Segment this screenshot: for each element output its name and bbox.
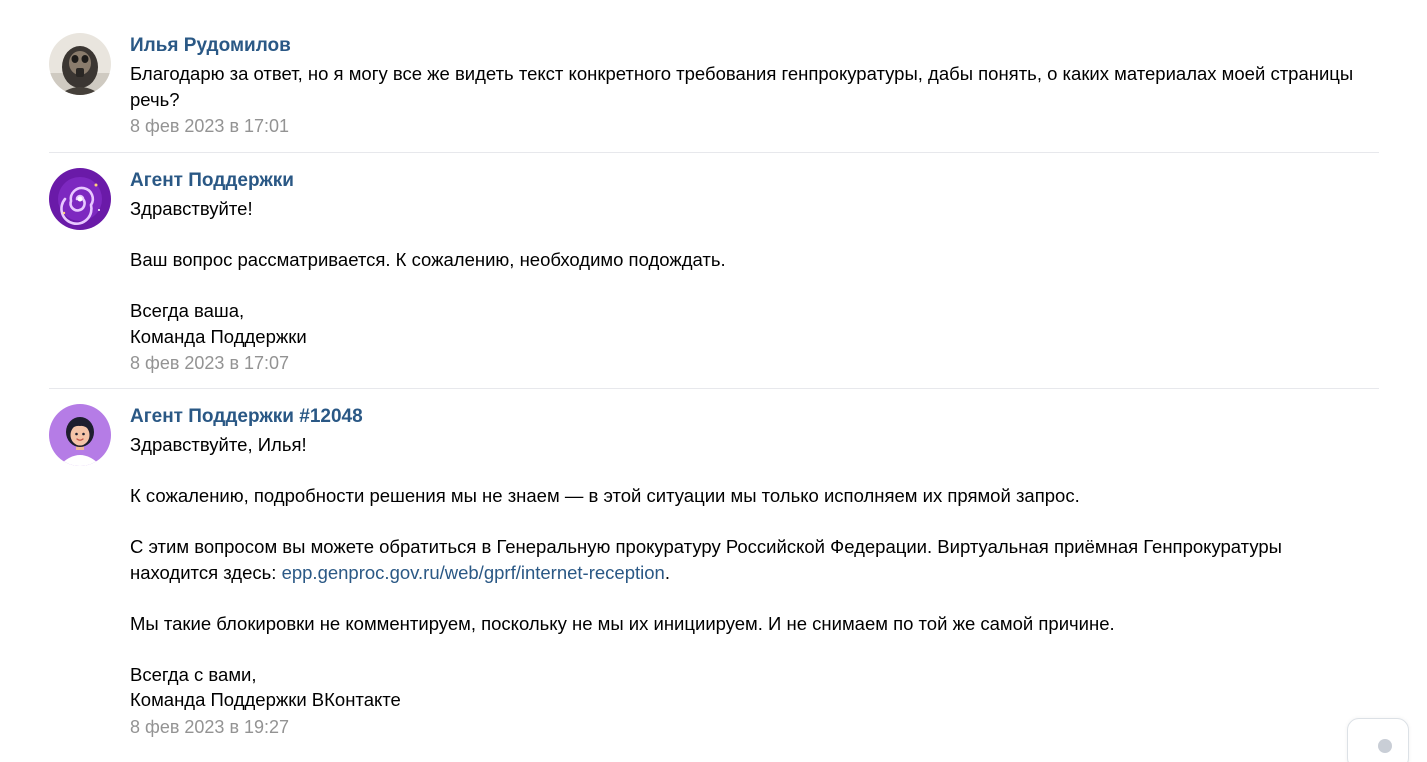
avatar[interactable]: [49, 168, 111, 230]
galaxy-avatar-icon: [49, 168, 111, 230]
message-text: [130, 196, 1360, 349]
message-date[interactable]: 8 фев 2023 в 17:07: [130, 353, 290, 373]
message-paragraph: [130, 534, 1360, 585]
agent-avatar-icon: [49, 404, 111, 466]
message-date[interactable]: 8 фев 2023 в 17:01: [130, 116, 290, 136]
divider: [49, 388, 1379, 389]
paragraph-text: С этим вопросом вы можете обратиться в Генеральную прокуратуру Российской Федерации. Виртуальная приёмная Генпрокуратуры находится здесь:: [130, 536, 1282, 583]
divider: [49, 152, 1379, 153]
avatar[interactable]: [49, 404, 111, 466]
floating-chat-button[interactable]: [1347, 718, 1409, 762]
message-text: [130, 432, 1360, 713]
author-name-link[interactable]: Илья Рудомилов: [130, 35, 291, 56]
paragraph-end: .: [664, 561, 670, 583]
message-paragraph: Благодарю за ответ, но я могу все же видеть текст конкретного требования генпрокуратуры, дабы понять, о каких материалах моей страницы речь?: [130, 63, 1354, 110]
avatar[interactable]: [49, 33, 111, 95]
user-photo-avatar-icon: [49, 33, 111, 95]
message-paragraph: Ваш вопрос рассматривается. К сожалению, необходимо подождать.: [130, 249, 726, 270]
message-paragraph: Здравствуйте, Илья!: [130, 434, 307, 455]
reception-link[interactable]: epp.genproc.gov.ru/web/gprf/internet-reception: [281, 561, 665, 583]
message-paragraph: Мы такие блокировки не комментируем, поскольку не мы их инициируем. И не снимаем по той же самой причине.: [130, 612, 1115, 634]
signature-line: Команда Поддержки ВКонтакте: [130, 689, 401, 710]
message-text: [130, 61, 1360, 112]
message-paragraph: Здравствуйте!: [130, 198, 253, 219]
signature-line: Команда Поддержки: [130, 325, 307, 347]
message-paragraph: К сожалению, подробности решения мы не знаем — в этой ситуации мы только исполняем их прямой запрос.: [130, 485, 1080, 506]
chat-bubble-icon: [1378, 739, 1392, 753]
message-date[interactable]: 8 фев 2023 в 19:27: [130, 716, 290, 737]
author-name-link[interactable]: Агент Поддержки: [130, 170, 294, 191]
author-name-link[interactable]: Агент Поддержки #12048: [130, 406, 363, 427]
signature-line: Всегда ваша,: [130, 300, 245, 321]
signature-line: Всегда с вами,: [130, 663, 257, 685]
